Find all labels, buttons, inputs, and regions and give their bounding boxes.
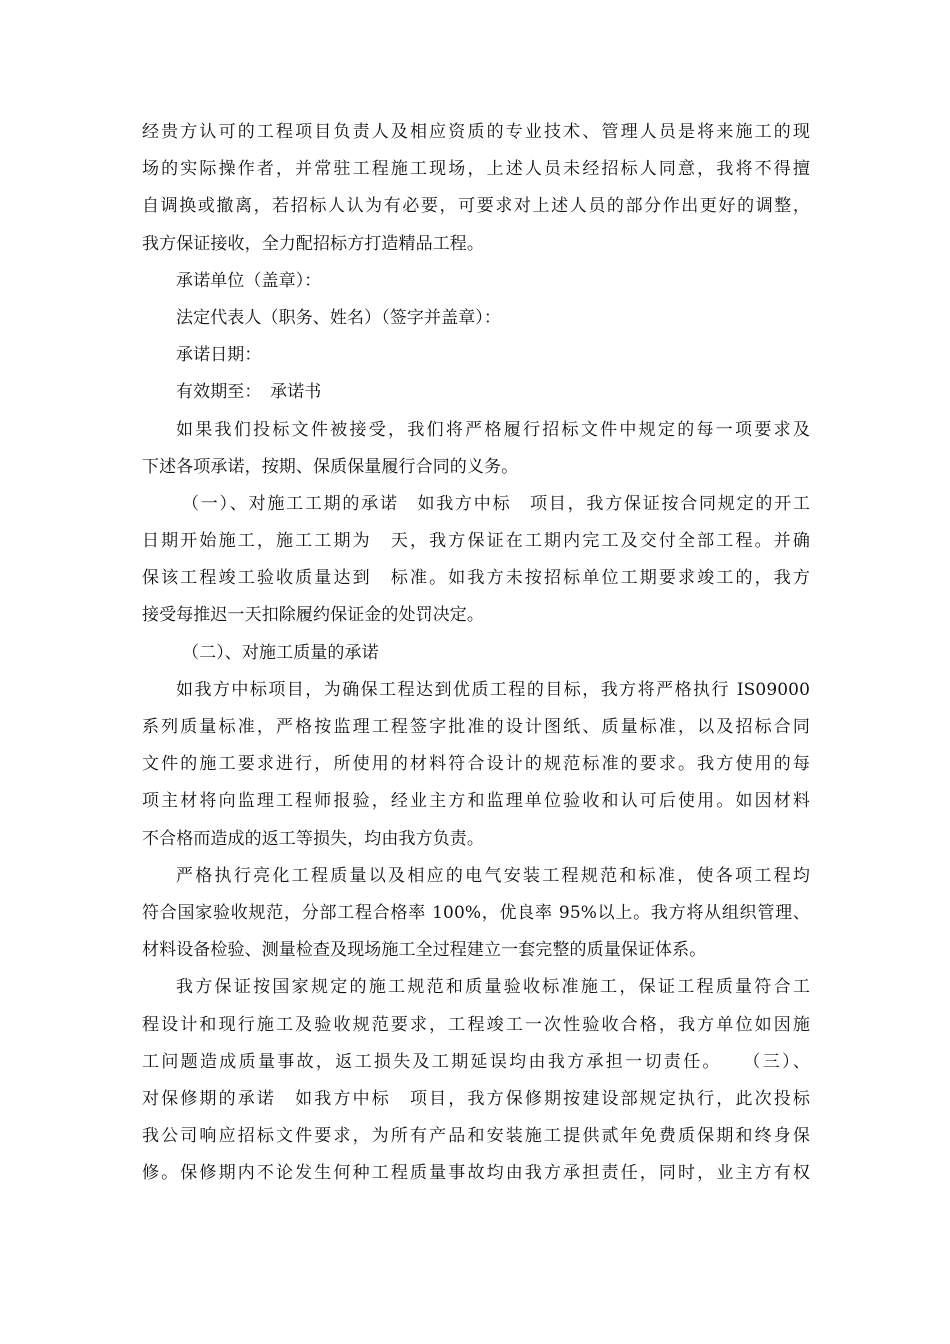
text-line: 严格执行亮化工程质量以及相应的电气安装工程规范和标准，使各项工程均: [176, 865, 810, 886]
text-line: 不合格而造成的返工等损失，均由我方负责。: [142, 828, 484, 849]
text-line: 接受每推迟一天扣除履约保证金的处罚决定。: [142, 605, 484, 626]
text-line: 程设计和现行施工及验收规范要求，工程竣工一次性验收合格，我方单位如因施: [142, 1014, 810, 1035]
text-line: 如我方中标项目，为确保工程达到优质工程的目标，我方将严格执行 IS09000: [176, 679, 810, 700]
validity-line: 有效期至： 承诺书: [176, 382, 322, 403]
text-line: 日期开始施工，施工工期为 天，我方保证在工期内完工及交付全部工程。并确: [142, 531, 810, 552]
text-line: 符合国家验收规范，分部工程合格率 100%，优良率 95%以上。我方将从组织管理、: [142, 902, 810, 923]
text-line: 自调换或撤离，若招标人认为有必要，可要求对上述人员的部分作出更好的调整，: [142, 196, 810, 217]
text-line: 工问题造成质量事故，返工损失及工期延误均由我方承担一切责任。 （三）、: [142, 1051, 810, 1072]
text-line: 系列质量标准，严格按监理工程签字批准的设计图纸、质量标准，以及招标合同: [142, 717, 810, 737]
document-body: [142, 114, 810, 1192]
section-heading-line: （二）、对施工质量的承诺: [182, 642, 379, 663]
text-line: 下述各项承诺，按期、保质保量履行合同的义务。: [142, 456, 519, 477]
text-line: 材料设备检验、测量检查及现场施工全过程建立一套完整的质量保证体系。: [142, 940, 707, 961]
commitment-date-line: 承诺日期：: [176, 345, 262, 366]
text-line: 场的实际操作者，并常驻工程施工现场，上述人员未经招标人同意，我将不得擅: [142, 159, 810, 180]
commitment-unit-line: 承诺单位（盖章）：: [176, 270, 322, 291]
text-line: 经贵方认可的工程项目负责人及相应资质的专业技术、管理人员是将来施工的现: [142, 122, 810, 142]
text-line: 项主材将向监理工程师报验，经业主方和监理单位验收和认可后使用。如因材料: [142, 791, 810, 812]
text-line: 我公司响应招标文件要求，为所有产品和安装施工提供贰年免费质保期和终身保: [142, 1126, 810, 1147]
text-line: 保该工程竣工验收质量达到 标准。如我方未按招标单位工期要求竣工的，我方: [142, 568, 810, 589]
section-heading-line: （一）、对施工工期的承诺 如我方中标 项目，我方保证按合同规定的开工: [182, 493, 810, 514]
text-line: 修。保修期内不论发生何种工程质量事故均由我方承担责任，同时，业主方有权: [142, 1163, 810, 1184]
text-line: 我方保证接收，全力配招标方打造精品工程。: [142, 233, 484, 254]
text-line: 我方保证按国家规定的施工规范和质量验收标准施工，保证工程质量符合工: [176, 977, 810, 998]
text-line: 文件的施工要求进行，所使用的材料符合设计的规范标准的要求。我方使用的每: [142, 754, 810, 775]
legal-representative-line: 法定代表人（职务、姓名）（签字并盖章）：: [176, 307, 501, 328]
text-line: 如果我们投标文件被接受，我们将严格履行招标文件中规定的每一项要求及: [176, 419, 810, 440]
text-line: 对保修期的承诺 如我方中标 项目，我方保修期按建设部规定执行，此次投标: [142, 1088, 810, 1109]
